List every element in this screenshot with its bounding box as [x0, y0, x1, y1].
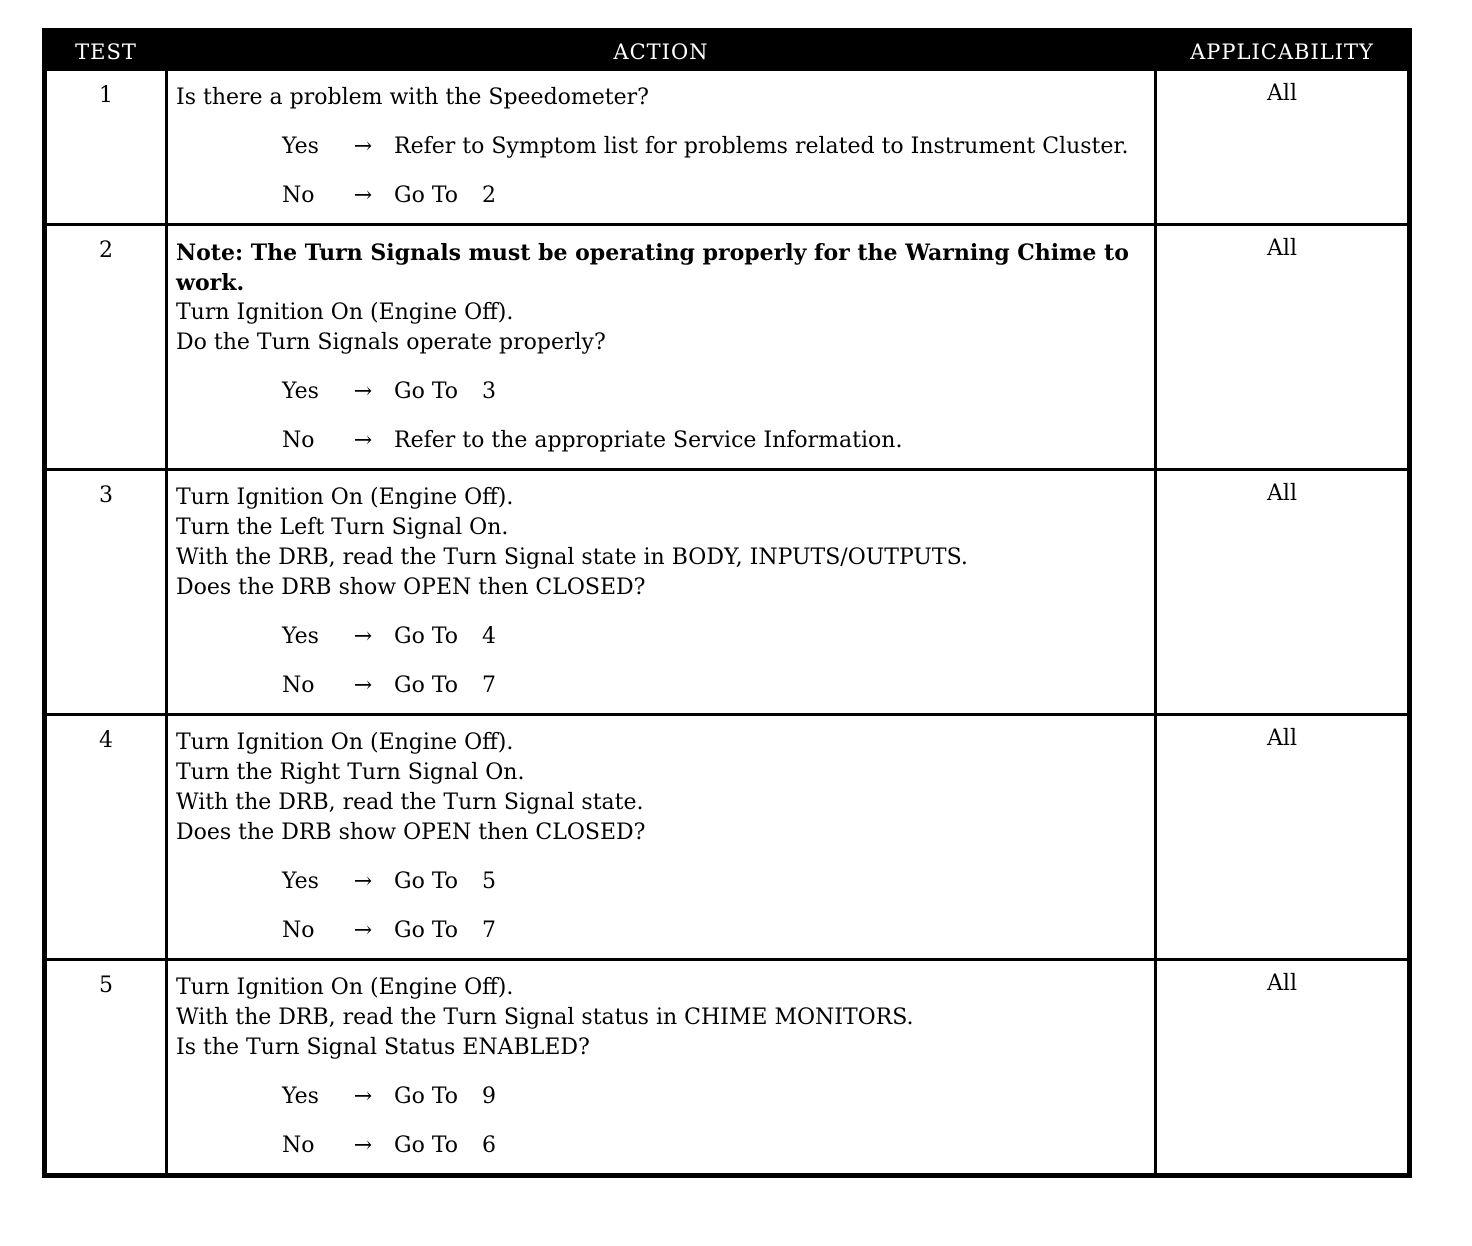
go-to-step: 5	[482, 869, 497, 894]
table-header	[47, 33, 1407, 71]
yes-answer	[282, 867, 1146, 897]
arrow-icon: →	[353, 869, 373, 894]
action-line: With the DRB, read the Turn Signal state in BODY, INPUTS/OUTPUTS.	[176, 545, 968, 570]
no-answer	[282, 1131, 1146, 1161]
yes-answer	[282, 622, 1146, 652]
action-line: Do the Turn Signals operate properly?	[176, 330, 606, 355]
action-line: Turn Ignition On (Engine Off).	[176, 485, 514, 510]
go-to-label: Go To	[394, 624, 459, 649]
no-label: No	[282, 183, 315, 208]
yes-label: Yes	[282, 379, 319, 404]
arrow-icon: →	[353, 428, 373, 453]
arrow-icon: →	[353, 673, 373, 698]
go-to-step: 4	[482, 624, 497, 649]
go-to-label: Go To	[394, 673, 459, 698]
no-answer	[282, 916, 1146, 946]
action-line: With the DRB, read the Turn Signal state.	[176, 790, 644, 815]
test-number: 4	[99, 728, 113, 753]
table-body	[47, 71, 1407, 1173]
no-label: No	[282, 1133, 315, 1158]
action-cell	[165, 961, 1157, 1173]
yes-answer	[282, 132, 1146, 162]
action-cell	[165, 471, 1157, 713]
header-applicability: APPLICABILITY	[1190, 40, 1374, 64]
diagnostic-test-table	[42, 28, 1412, 1178]
action-line: Does the DRB show OPEN then CLOSED?	[176, 575, 646, 600]
go-to-label: Go To	[394, 1133, 459, 1158]
applicability-value: All	[1267, 81, 1297, 106]
arrow-icon: →	[353, 918, 373, 943]
header-action: ACTION	[613, 40, 709, 64]
arrow-icon: →	[353, 379, 373, 404]
table-row	[47, 223, 1407, 468]
action-cell	[165, 226, 1157, 468]
action-cell	[165, 716, 1157, 958]
go-to-label: Go To	[394, 1084, 459, 1109]
no-answer	[282, 426, 1146, 456]
test-number: 2	[99, 238, 113, 263]
action-line: Does the DRB show OPEN then CLOSED?	[176, 820, 646, 845]
test-number: 5	[99, 973, 113, 998]
yes-result-text: Refer to Symptom list for problems related to Instrument Cluster.	[394, 134, 1129, 159]
go-to-step: 2	[482, 183, 497, 208]
action-line: Is there a problem with the Speedometer?	[176, 85, 649, 110]
action-cell	[165, 71, 1157, 223]
yes-answer	[282, 1082, 1146, 1112]
go-to-label: Go To	[394, 918, 459, 943]
go-to-step: 3	[482, 379, 497, 404]
action-line: Turn Ignition On (Engine Off).	[176, 300, 514, 325]
yes-label: Yes	[282, 624, 319, 649]
yes-label: Yes	[282, 1084, 319, 1109]
action-line: Turn the Right Turn Signal On.	[176, 760, 525, 785]
action-line: Turn Ignition On (Engine Off).	[176, 730, 514, 755]
arrow-icon: →	[353, 624, 373, 649]
yes-label: Yes	[282, 869, 319, 894]
yes-label: Yes	[282, 134, 319, 159]
applicability-value: All	[1267, 971, 1297, 996]
table-row	[47, 713, 1407, 958]
go-to-label: Go To	[394, 869, 459, 894]
go-to-label: Go To	[394, 379, 459, 404]
applicability-value: All	[1267, 726, 1297, 751]
action-line: Turn the Left Turn Signal On.	[176, 515, 509, 540]
test-number: 1	[99, 83, 113, 108]
action-line: Is the Turn Signal Status ENABLED?	[176, 1035, 590, 1060]
applicability-value: All	[1267, 236, 1297, 261]
no-answer	[282, 181, 1146, 211]
no-label: No	[282, 428, 315, 453]
go-to-step: 6	[482, 1133, 497, 1158]
arrow-icon: →	[353, 1133, 373, 1158]
no-result-text: Refer to the appropriate Service Information.	[394, 428, 903, 453]
arrow-icon: →	[353, 183, 373, 208]
action-line: With the DRB, read the Turn Signal status in CHIME MONITORS.	[176, 1005, 914, 1030]
go-to-step: 9	[482, 1084, 497, 1109]
no-answer	[282, 671, 1146, 701]
arrow-icon: →	[353, 1084, 373, 1109]
no-label: No	[282, 673, 315, 698]
header-test: TEST	[75, 40, 137, 64]
yes-answer	[282, 377, 1146, 407]
action-line: Turn Ignition On (Engine Off).	[176, 975, 514, 1000]
table-row	[47, 71, 1407, 223]
applicability-value: All	[1267, 481, 1297, 506]
table-row	[47, 958, 1407, 1173]
arrow-icon: →	[353, 134, 373, 159]
go-to-label: Go To	[394, 183, 459, 208]
go-to-step: 7	[482, 918, 497, 943]
table-row	[47, 468, 1407, 713]
no-label: No	[282, 918, 315, 943]
go-to-step: 7	[482, 673, 497, 698]
action-note: Note: The Turn Signals must be operating properly for the Warning Chime to work.	[176, 240, 1129, 296]
test-number: 3	[99, 483, 113, 508]
